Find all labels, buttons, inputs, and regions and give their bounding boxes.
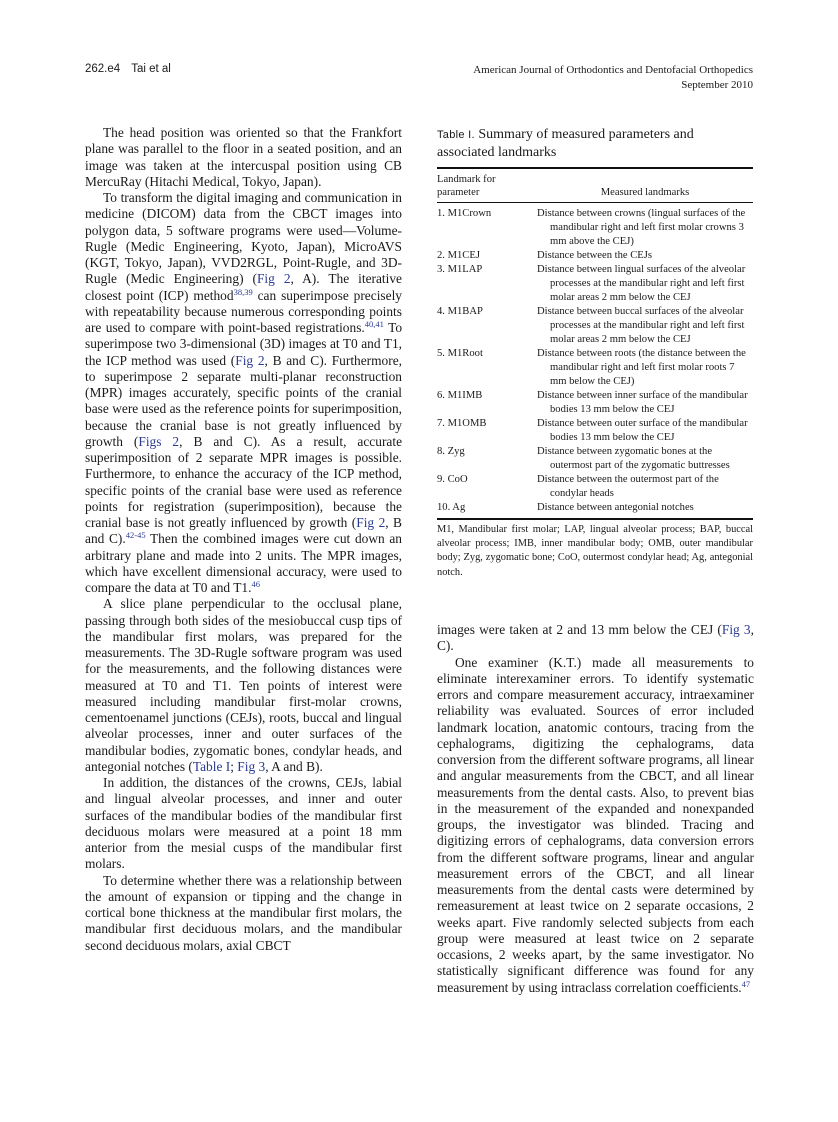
- landmark-description-cell: Distance between zygomatic bones at the outermost part of the zygomatic buttresses: [537, 446, 730, 471]
- text-run: , A and B).: [265, 758, 323, 774]
- landmark-description-cell: Distance between inner surface of the mandibular bodies 13 mm below the CEJ: [537, 390, 748, 415]
- text-run: To transform the digital imaging and communication in medicine (DICOM) data from the CBCT images into polygon data, 5 software programs were used—Volume-Rugle (Medic Engineering, Kyoto, Japan), MicroAVS (KGT, Tokyo, Japan), VVD2RGL, Point-Rugle, and 3D-Rugle (Medic Engineering) (: [85, 190, 402, 287]
- figure-reference-link[interactable]: Fig 2: [235, 352, 265, 368]
- table-row: [437, 263, 753, 305]
- text-run: , A). The iterative closest point (ICP) method: [85, 271, 402, 303]
- table-row: [437, 473, 753, 501]
- table-title: Summary of measured parameters and associated landmarks: [437, 127, 694, 160]
- text-run: One examiner (K.T.) made all measurements to eliminate interexaminer errors. To identify systematic errors and compare measurement accuracy, intraexaminer reliability was evaluated. Sources of error included landmark location, anatomic contours, tracing from the cephalograms, digitizing the cephalograms, data conversion from the different software programs, all linear and angular measurements from the CBCT, and all linear measurements from the dental casts. Also, to prevent bias in the measurement of the expanded and nonexpanded groups, the investigator was blinded. Tracing and digitizing errors of cephalograms, data conversion errors from the different software programs, linear and angular measurement errors of the CBCT, and all linear measurements from the dental casts were determined by remeasurement at least twice on 2 separate occasions, 2 weeks apart. Five randomly selected subjects from each group were measured at least twice on 2 separate occasions, 2 weeks apart, by the same investigator. No statistically significant difference was found for any measurement by using intraclass correlation coefficients.: [437, 654, 754, 995]
- text-run: Then the combined images were cut down an arbitrary plane and made into 2 units. The MPR images, which have excellent dimensional accuracy, were used to compare the data at T0 and T1.: [85, 531, 402, 595]
- issue-date: September 2010: [681, 79, 753, 91]
- table-header-row: [437, 169, 753, 202]
- citation-superscript[interactable]: 47: [741, 978, 751, 989]
- table-caption: [437, 126, 753, 161]
- text-run: In addition, the distances of the crowns, CEJs, labial and lingual alveolar processes, and inner and outer surfaces of the mandibular bodies of the mandibular first deciduous molars were measured at a point 18 mm anterior from the mesial cusps of the mandibular first molars.: [85, 775, 402, 872]
- landmark-description-cell: Distance between antegonial notches: [537, 502, 694, 513]
- left-column-body: [85, 125, 402, 954]
- paragraph: [85, 775, 402, 873]
- citation-superscript[interactable]: 42-45: [125, 530, 146, 541]
- table-row: [437, 389, 753, 417]
- table-footnote: M1, Mandibular first molar; LAP, lingual alveolar process; BAP, buccal alveolar process; IMB, inner mandibular body; OMB, outer mandibular body; Zyg, zygomatic bone; CoO, outermost condylar head; Ag, antegonial notch.: [437, 524, 753, 578]
- parameter-cell: 6. M1IMB: [437, 390, 483, 401]
- parameter-cell: 10. Ag: [437, 502, 466, 513]
- page-number: 262.e4: [85, 63, 121, 75]
- landmark-description-cell: Distance between lingual surfaces of the alveolar processes at the mandibular right and left first molar areas 2 mm below the CEJ: [537, 264, 746, 303]
- table-row: [437, 305, 753, 347]
- running-header-left: [85, 63, 179, 75]
- landmark-description-cell: Distance between the CEJs: [537, 250, 653, 261]
- parameter-cell: 7. M1OMB: [437, 418, 487, 429]
- table-row: [437, 501, 753, 515]
- citation-superscript[interactable]: 46: [251, 579, 260, 589]
- text-run: To determine whether there was a relationship between the amount of expansion or tipping and the change in cortical bone thickness at the mandibular first molars, the mandibular first deciduous molars, and the mandibular second deciduous molars, axial CBCT: [85, 872, 402, 953]
- paragraph: [85, 125, 402, 190]
- landmark-description-cell: Distance between outer surface of the mandibular bodies 13 mm below the CEJ: [537, 418, 748, 443]
- table-row: [437, 207, 753, 249]
- text-run: , B and C).: [85, 515, 402, 547]
- paragraph: [437, 655, 754, 996]
- parameter-cell: 9. CoO: [437, 474, 468, 485]
- parameter-cell: 1. M1Crown: [437, 208, 492, 219]
- figure-reference-link[interactable]: Fig 3: [721, 622, 751, 637]
- figure-reference-link[interactable]: Fig 2: [256, 271, 291, 287]
- right-column-body: [437, 622, 754, 996]
- parameter-cell: 8. Zyg: [437, 446, 465, 457]
- parameter-cell: 5. M1Root: [437, 348, 483, 359]
- table-1: [437, 126, 753, 580]
- running-authors: Tai et al: [131, 63, 171, 75]
- figure-reference-link[interactable]: Table I: [192, 758, 231, 774]
- table-body: [437, 203, 753, 518]
- citation-superscript[interactable]: 38,39: [233, 286, 253, 297]
- figure-reference-link[interactable]: Figs 2: [138, 433, 180, 449]
- parameter-cell: 4. M1BAP: [437, 306, 483, 317]
- text-run: ;: [230, 758, 238, 774]
- citation-superscript[interactable]: 40,41: [364, 319, 384, 329]
- table-row: [437, 249, 753, 263]
- journal-name: American Journal of Orthodontics and Dentofacial Orthopedics: [473, 64, 753, 76]
- paragraph: [85, 596, 402, 775]
- text-run: , C).: [437, 622, 754, 654]
- parameter-cell: 2. M1CEJ: [437, 250, 480, 261]
- figure-reference-link[interactable]: Fig 2: [356, 515, 386, 530]
- paragraph: [85, 873, 402, 954]
- text-run: To superimpose two 3-dimensional (3D) images at T0 and T1, the ICP method was used (: [85, 320, 403, 368]
- table-row: [437, 417, 753, 445]
- text-run: A slice plane perpendicular to the occlusal plane, passing through both sides of the mesiobuccal cusp tips of the mandibular first molars, was prepared for the measurements. The 3D-Rugle software program was used for the measurements, and the following distances were measured at T0 and T1. Ten points of interest were measured including mandibular first-molar crowns, cementoenamel junctions (CEJs), roots, buccal and lingual alveolar processes, inner and outer surfaces of the mandibular bodies, zygomatic bones, condylar heads, and antegonial notches (: [85, 596, 402, 774]
- table-row: [437, 445, 753, 473]
- landmark-description-cell: Distance between buccal surfaces of the alveolar processes at the mandibular right and left first molar areas 2 mm below the CEJ: [537, 306, 745, 345]
- landmark-description-cell: Distance between roots (the distance between the mandibular right and left first molar roots 7 mm below the CEJ): [537, 348, 746, 387]
- table-row: [437, 347, 753, 389]
- paragraph: [437, 622, 754, 655]
- text-run: The head position was oriented so that the Frankfort plane was parallel to the floor in a seated position, and an image was taken at the intercuspal position using CB MercuRay (Hitachi Medical, Tokyo, Japan).: [85, 125, 402, 189]
- landmark-description-cell: Distance between crowns (lingual surfaces of the mandibular right and left first molar crowns 3 mm above the CEJ): [537, 208, 746, 247]
- text-run: , B and C). As a result, accurate superimposition of 2 separate MPR images is possible. Furthermore, to enhance the accuracy of the ICP method, specific points of the cranial base were used as reference points for registration (superimposition), because the cranial base is not greatly influenced by growth (: [85, 433, 403, 530]
- paragraph: [85, 190, 402, 596]
- text-run: , B and C). Furthermore, to superimpose 2 separate multi-planar reconstruction (MPR) images accurately, specific points of the cranial base were used as the reference points for superimposition, because the cranial base is not greatly influenced by growth (: [85, 352, 403, 449]
- running-header-right: [473, 63, 753, 93]
- parameter-cell: 3. M1LAP: [437, 264, 483, 275]
- header-measured: Measured landmarks: [600, 187, 690, 198]
- table-label: Table I.: [437, 129, 475, 141]
- figure-reference-link[interactable]: Fig 3: [237, 758, 266, 774]
- landmark-description-cell: Distance between the outermost part of the condylar heads: [537, 474, 719, 499]
- text-run: images were taken at 2 and 13 mm below the CEJ (: [437, 622, 722, 637]
- header-landmark: Landmark for parameter: [437, 174, 496, 198]
- text-run: can superimpose precisely with repeatability because numerous corresponding points are used to compare with point-based registrations.: [85, 287, 402, 335]
